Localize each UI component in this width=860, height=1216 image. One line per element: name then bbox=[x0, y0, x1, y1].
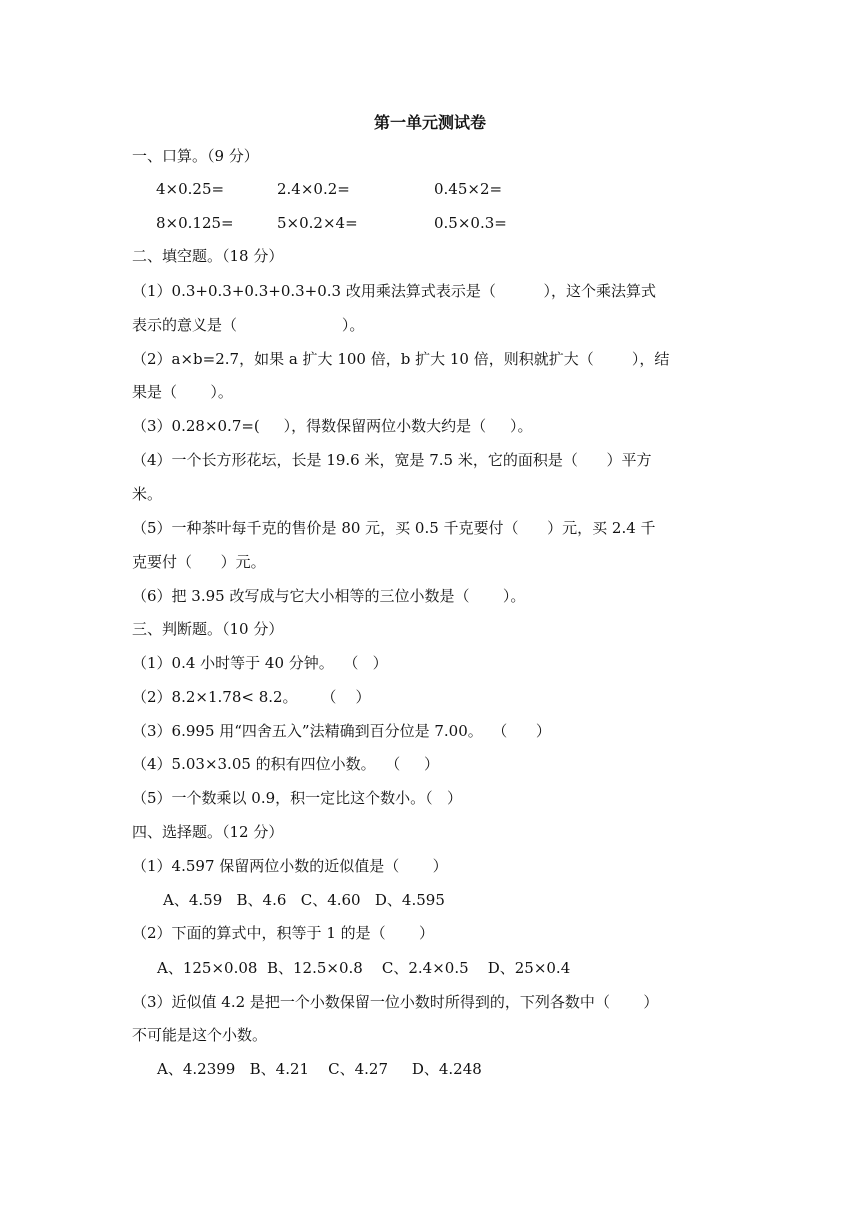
choice-question-2: （2）下面的算式中，积等于 1 的是（ ） bbox=[132, 924, 435, 942]
oral-calc-item: 4×0.25= bbox=[156, 180, 225, 198]
fill-question-2: （2）a×b=2.7，如果 a 扩大 100 倍，b 扩大 10 倍，则积就扩大（ ），结 bbox=[132, 350, 670, 368]
choice-question-3-cont: 不可能是这个小数。 bbox=[132, 1026, 268, 1044]
fill-question-5: （5）一种茶叶每千克的售价是 80 元，买 0.5 千克要付（ ）元，买 2.4 千 bbox=[132, 519, 656, 537]
judge-question-2: （2）8.2×1.78< 8.2。 （ ） bbox=[132, 688, 371, 706]
oral-calc-item: 5×0.2×4= bbox=[277, 214, 358, 232]
choice-question-1: （1）4.597 保留两位小数的近似值是（ ） bbox=[132, 857, 448, 875]
fill-question-2-cont: 果是（ ）。 bbox=[132, 383, 233, 401]
fill-question-1: （1）0.3+0.3+0.3+0.3+0.3 改用乘法算式表示是（ ），这个乘法算式 bbox=[132, 282, 657, 300]
section2-heading: 二、填空题。（18 分） bbox=[132, 247, 284, 265]
section3-heading: 三、判断题。（10 分） bbox=[132, 620, 284, 638]
oral-calc-item: 8×0.125= bbox=[156, 214, 234, 232]
fill-question-5-cont: 克要付（ ）元。 bbox=[132, 553, 266, 571]
section1-heading: 一、口算。（9 分） bbox=[132, 147, 259, 165]
choice-question-3: （3）近似值 4.2 是把一个小数保留一位小数时所得到的，下列各数中（ ） bbox=[132, 993, 659, 1011]
oral-calc-item: 0.45×2= bbox=[434, 180, 503, 198]
fill-question-4: （4）一个长方形花坛，长是 19.6 米，宽是 7.5 米，它的面积是（ ）平方 bbox=[132, 451, 652, 469]
judge-question-5: （5）一个数乘以 0.9，积一定比这个数小。（ ） bbox=[132, 789, 462, 807]
fill-question-3: （3）0.28×0.7=( ），得数保留两位小数大约是（ ）。 bbox=[132, 417, 533, 435]
judge-question-3: （3）6.995 用“四舍五入”法精确到百分位是 7.00。 （ ） bbox=[132, 722, 551, 740]
fill-question-1-cont: 表示的意义是（ ）。 bbox=[132, 316, 365, 334]
page-title: 第一单元测试卷 bbox=[373, 113, 486, 132]
oral-calc-item: 0.5×0.3= bbox=[434, 214, 507, 232]
choice-question-2-options: A、125×0.08 B、12.5×0.8 C、2.4×0.5 D、25×0.4 bbox=[157, 959, 571, 977]
judge-question-1: （1）0.4 小时等于 40 分钟。 （ ） bbox=[132, 654, 388, 672]
fill-question-6: （6）把 3.95 改写成与它大小相等的三位小数是（ ）。 bbox=[132, 587, 526, 605]
section4-heading: 四、选择题。（12 分） bbox=[132, 823, 284, 841]
choice-question-1-options: A、4.59 B、4.6 C、4.60 D、4.595 bbox=[163, 891, 445, 909]
oral-calc-item: 2.4×0.2= bbox=[277, 180, 350, 198]
fill-question-4-cont: 米。 bbox=[132, 485, 163, 503]
judge-question-4: （4）5.03×3.05 的积有四位小数。 （ ） bbox=[132, 755, 440, 773]
choice-question-3-options: A、4.2399 B、4.21 C、4.27 D、4.248 bbox=[157, 1060, 482, 1078]
